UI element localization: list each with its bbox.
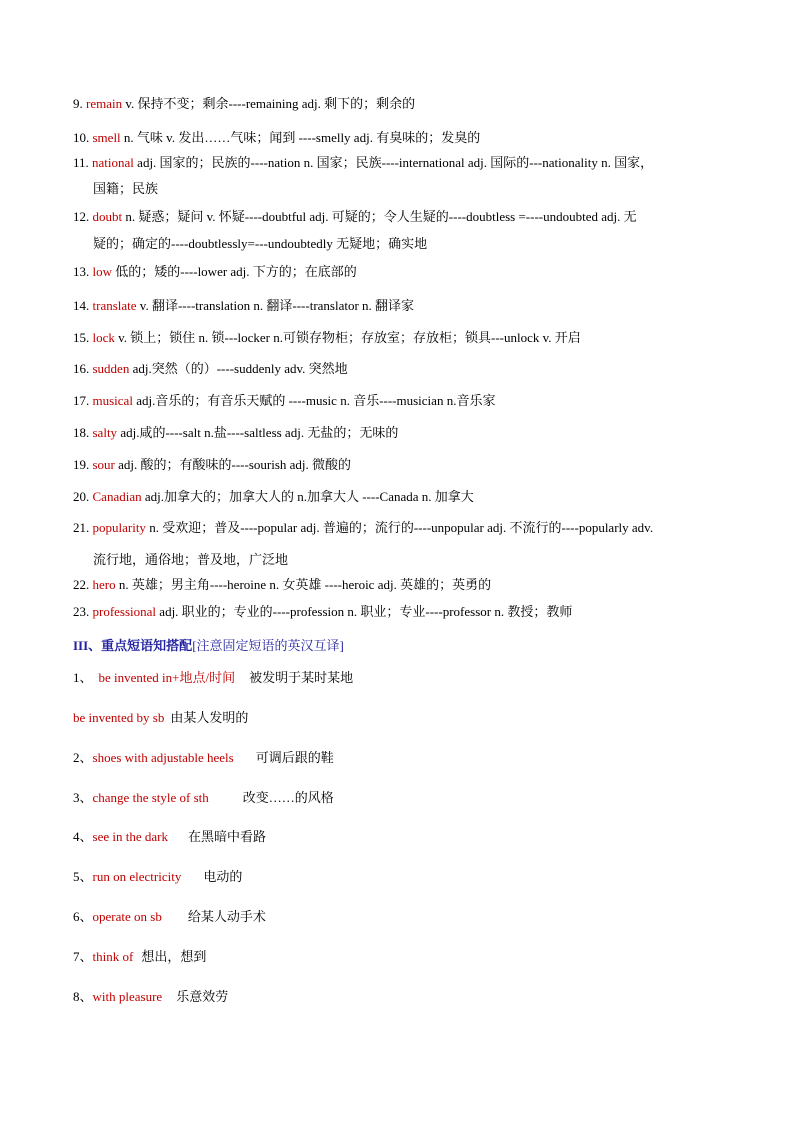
vocab-item-13	[73, 263, 357, 281]
phrase-en: operate on sb	[92, 909, 162, 924]
vocab-item-12-continued: 疑的；确定的----doubtlessly=---undoubtedly 无疑地；确实地	[93, 236, 428, 251]
headword: national	[92, 155, 134, 170]
phrase-zh: 想出，想到	[141, 949, 207, 964]
vocab-item-12	[73, 208, 637, 226]
phrase-en: with pleasure	[92, 989, 163, 1004]
section-note: [注意固定短语的英汉互译]	[192, 638, 344, 653]
definition: adj.加拿大的；加拿大人的 n.加拿大人 ----Canada n. 加拿大	[141, 489, 474, 504]
headword: musical	[92, 393, 133, 408]
vocab-item-21-continued: 流行地，通俗地；普及地，广泛地	[93, 552, 289, 567]
item-number: 15.	[73, 330, 93, 345]
item-number: 17.	[73, 393, 93, 408]
phrase-en: shoes with adjustable heels	[92, 750, 234, 765]
phrase-en: think of	[92, 949, 134, 964]
item-number: 10.	[73, 130, 93, 145]
item-number: 18.	[73, 425, 93, 440]
section-heading	[73, 637, 344, 655]
vocab-item-9	[73, 95, 415, 113]
definition: n. 受欢迎；普及----popular adj. 普遍的；流行的----unpopular adj. 不流行的----popularly adv.	[145, 520, 654, 535]
vocab-item-22	[73, 576, 491, 594]
definition: v. 锁上；锁住 n. 锁---locker n.可锁存物柜；存放室；存放柜；锁具---unlock v. 开启	[114, 330, 581, 345]
vocab-item-20	[73, 488, 474, 506]
item-number: 11.	[73, 155, 93, 170]
vocab-item-23	[73, 603, 572, 621]
phrase-item-3	[73, 789, 334, 807]
phrase-en: change the style of sth	[92, 790, 209, 805]
headword: hero	[92, 577, 116, 592]
definition: 低的；矮的----lower adj. 下方的；在底部的	[112, 264, 357, 279]
phrase-item-8	[73, 988, 228, 1006]
item-number: 14.	[73, 298, 93, 313]
phrase-zh: 乐意效劳	[176, 989, 229, 1004]
item-number: 9.	[73, 96, 86, 111]
vocab-item-15	[73, 329, 581, 347]
headword: remain	[86, 96, 123, 111]
definition: adj.突然（的）----suddenly adv. 突然地	[129, 361, 348, 376]
item-number: 6、	[73, 909, 93, 924]
phrase-en: run on electricity	[92, 869, 182, 884]
phrase-item-7	[73, 948, 206, 966]
headword: salty	[92, 425, 118, 440]
phrase-en: be invented in+地点/时间	[98, 670, 236, 685]
definition: adj. 酸的；有酸味的----sourish adj. 微酸的	[114, 457, 352, 472]
phrase-zh: 给某人动手术	[187, 909, 266, 924]
phrase-zh: 被发明于某时某地	[249, 670, 354, 685]
phrase-zh: 改变……的风格	[242, 790, 334, 805]
phrase-zh: 可调后跟的鞋	[255, 750, 334, 765]
definition: v. 保持不变；剩余----remaining adj. 剩下的；剩余的	[122, 96, 416, 111]
phrase-item-5	[73, 868, 242, 886]
vocab-item-11	[73, 154, 653, 172]
headword: sour	[92, 457, 115, 472]
item-number: 20.	[73, 489, 93, 504]
phrase-zh: 电动的	[203, 869, 243, 884]
vocab-item-18	[73, 424, 398, 442]
phrase-item-6	[73, 908, 266, 926]
headword: smell	[92, 130, 121, 145]
definition: n. 气味 v. 发出……气味；闻到 ----smelly adj. 有臭味的；发臭的	[120, 130, 481, 145]
definition: adj. 国家的；民族的----nation n. 国家；民族----international adj. 国际的---nationality n. 国家，	[133, 155, 654, 170]
item-number: 1、	[73, 670, 93, 685]
headword: translate	[92, 298, 137, 313]
phrase-en: be invented by sb	[73, 710, 165, 725]
phrase-zh: 由某人发明的	[170, 710, 249, 725]
headword: Canadian	[92, 489, 142, 504]
headword: doubt	[92, 209, 123, 224]
item-number: 4、	[73, 829, 93, 844]
definition: n. 英雄；男主角----heroine n. 女英雄 ----heroic adj. 英雄的；英勇的	[115, 577, 492, 592]
item-number: 3、	[73, 790, 93, 805]
item-number: 13.	[73, 264, 93, 279]
definition: v. 翻译----translation n. 翻译----translator n. 翻译家	[136, 298, 415, 313]
definition: adj.音乐的；有音乐天赋的 ----music n. 音乐----musician n.音乐家	[132, 393, 496, 408]
section-title: III、重点短语知搭配	[73, 638, 193, 653]
vocab-item-21	[73, 519, 653, 537]
vocab-item-10	[73, 129, 480, 147]
definition: n. 疑惑；疑问 v. 怀疑----doubtful adj. 可疑的；令人生疑的----doubtless =----undoubted adj. 无	[122, 209, 637, 224]
item-number: 21.	[73, 520, 93, 535]
item-number: 19.	[73, 457, 93, 472]
item-number: 2、	[73, 750, 93, 765]
phrase-item-1b	[73, 709, 248, 727]
headword: professional	[92, 604, 157, 619]
phrase-item-2	[73, 749, 334, 767]
phrase-zh: 在黑暗中看路	[187, 829, 266, 844]
item-number: 8、	[73, 989, 93, 1004]
headword: sudden	[92, 361, 130, 376]
item-number: 22.	[73, 577, 93, 592]
definition: adj. 职业的；专业的----profession n. 职业；专业----professor n. 教授；教师	[156, 604, 573, 619]
vocab-item-16	[73, 360, 348, 378]
item-number: 23.	[73, 604, 93, 619]
phrase-item-1	[73, 669, 353, 687]
phrase-en: see in the dark	[92, 829, 168, 844]
headword: low	[92, 264, 112, 279]
definition: adj.咸的----salt n.盐----saltless adj. 无盐的；无味的	[117, 425, 399, 440]
vocab-item-14	[73, 297, 414, 315]
vocab-item-19	[73, 456, 351, 474]
item-number: 12.	[73, 209, 93, 224]
item-number: 16.	[73, 361, 93, 376]
item-number: 7、	[73, 949, 93, 964]
item-number: 5、	[73, 869, 93, 884]
phrase-item-4	[73, 828, 266, 846]
vocab-item-17	[73, 392, 495, 410]
vocab-item-11-continued: 国籍；民族	[93, 181, 159, 196]
headword: popularity	[92, 520, 146, 535]
headword: lock	[92, 330, 115, 345]
